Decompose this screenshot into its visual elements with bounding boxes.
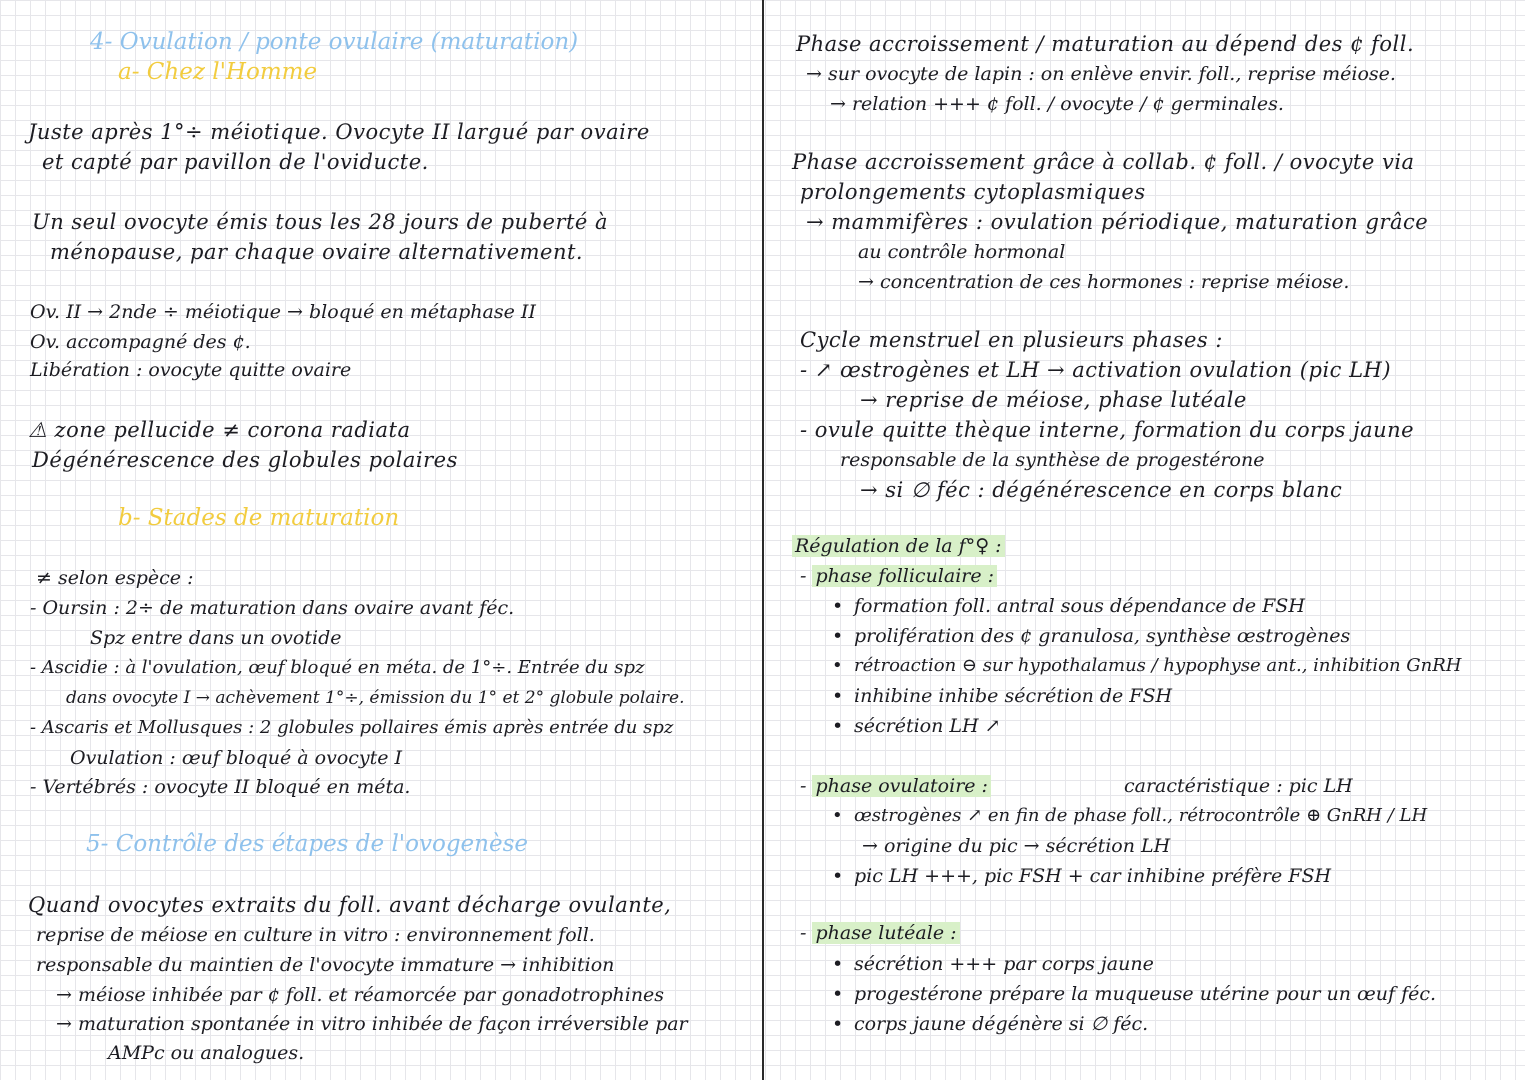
list-item: • corps jaune dégénère si ∅ féc.: [832, 1013, 1149, 1035]
text-line: → maturation spontanée in vitro inhibée de façon irréversible par: [56, 1013, 688, 1035]
text-line: - ↗ œstrogènes et LH → activation ovulation (pic LH): [800, 358, 1392, 382]
text-line: Cycle menstruel en plusieurs phases :: [800, 328, 1223, 352]
text-line: ⚠ zone pellucide ≠ corona radiata: [28, 418, 411, 442]
list-item: • progestérone prépare la muqueuse utérine pour un œuf féc.: [832, 983, 1437, 1005]
text-line: responsable du maintien de l'ovocyte immature → inhibition: [36, 954, 615, 976]
text-line: AMPc ou analogues.: [108, 1042, 305, 1064]
text-line: dans ovocyte I → achèvement 1°÷, émission du 1° et 2° globule polaire.: [66, 688, 685, 708]
list-item: • œstrogènes ↗ en fin de phase foll., rétrocontrôle ⊕ GnRH / LH: [832, 805, 1428, 826]
text-line: au contrôle hormonal: [858, 241, 1066, 263]
list-item: • inhibine inhibe sécrétion de FSH: [832, 685, 1173, 707]
list-item: • sécrétion +++ par corps jaune: [832, 953, 1154, 975]
text-line: - ovule quitte thèque interne, formation du corps jaune: [800, 418, 1415, 442]
section-4-title: 4- Ovulation / ponte ovulaire (maturation): [90, 29, 579, 55]
list-item: • pic LH +++, pic FSH + car inhibine préfère FSH: [832, 865, 1332, 887]
phase-luteale-title: - phase lutéale :: [800, 921, 960, 945]
text-line: Ov. II → 2nde ÷ méiotique → bloqué en métaphase II: [30, 301, 536, 323]
text-line: - Vertébrés : ovocyte II bloqué en méta.: [30, 776, 411, 798]
text-line: → mammifères : ovulation périodique, maturation grâce: [806, 210, 1429, 234]
text-line: Spz entre dans un ovotide: [90, 627, 342, 649]
regulation-title: Régulation de la f°♀ :: [792, 534, 1005, 558]
text-line: reprise de méiose en culture in vitro : environnement foll.: [36, 924, 595, 946]
text-line: Phase accroissement / maturation au dépend des ¢ foll.: [796, 32, 1415, 56]
text-line: Ovulation : œuf bloqué à ovocyte I: [70, 747, 403, 769]
column-divider: [762, 0, 764, 1080]
list-item-sub: → origine du pic → sécrétion LH: [862, 835, 1171, 857]
section-4a-title: a- Chez l'Homme: [118, 59, 318, 85]
text-line: - Ascidie : à l'ovulation, œuf bloqué en méta. de 1°÷. Entrée du spz: [30, 657, 645, 678]
text-line: Libération : ovocyte quitte ovaire: [30, 359, 352, 381]
list-item: • sécrétion LH ↗: [832, 715, 1001, 737]
text-line: → si ∅ féc : dégénérescence en corps blanc: [860, 478, 1343, 502]
list-item: • rétroaction ⊖ sur hypothalamus / hypophyse ant., inhibition GnRH: [832, 655, 1462, 676]
text-line: Dégénérescence des globules polaires: [32, 448, 458, 472]
text-line: → méiose inhibée par ¢ foll. et réamorcée par gonadotrophines: [56, 984, 665, 1006]
phase-ovulatoire-title: - phase ovulatoire :: [800, 774, 991, 798]
list-item: • prolifération des ¢ granulosa, synthèse œstrogènes: [832, 625, 1351, 647]
text-line: → reprise de méiose, phase lutéale: [860, 388, 1247, 412]
text-line: Quand ovocytes extraits du foll. avant décharge ovulante,: [28, 893, 672, 917]
text-line: → sur ovocyte de lapin : on enlève envir. foll., reprise méiose.: [806, 63, 1396, 85]
text-line: - Ascaris et Mollusques : 2 globules pollaires émis après entrée du spz: [30, 717, 674, 738]
list-item: • formation foll. antral sous dépendance de FSH: [832, 595, 1305, 617]
text-line: responsable de la synthèse de progestérone: [840, 449, 1265, 471]
text-line: Ov. accompagné des ¢.: [30, 331, 251, 353]
text-line: et capté par pavillon de l'oviducte.: [42, 150, 429, 174]
phase-folliculaire-title: - phase folliculaire :: [800, 564, 997, 588]
section-5-title: 5- Contrôle des étapes de l'ovogenèse: [86, 831, 528, 857]
text-line: → concentration de ces hormones : reprise méiose.: [858, 271, 1350, 293]
text-line: ménopause, par chaque ovaire alternativement.: [50, 240, 584, 264]
text-line: Juste après 1°÷ méiotique. Ovocyte II largué par ovaire: [28, 120, 650, 144]
text-line: Un seul ovocyte émis tous les 28 jours de puberté à: [32, 210, 609, 234]
text-line: Phase accroissement grâce à collab. ¢ foll. / ovocyte via: [792, 150, 1415, 174]
text-line: ≠ selon espèce :: [36, 567, 194, 589]
text-line: - Oursin : 2÷ de maturation dans ovaire avant féc.: [30, 597, 515, 619]
section-4b-title: b- Stades de maturation: [118, 505, 400, 531]
text-line: prolongements cytoplasmiques: [800, 180, 1146, 204]
phase-ovulatoire-note: caractéristique : pic LH: [1124, 775, 1353, 797]
text-line: → relation +++ ¢ foll. / ovocyte / ¢ germinales.: [830, 93, 1284, 115]
